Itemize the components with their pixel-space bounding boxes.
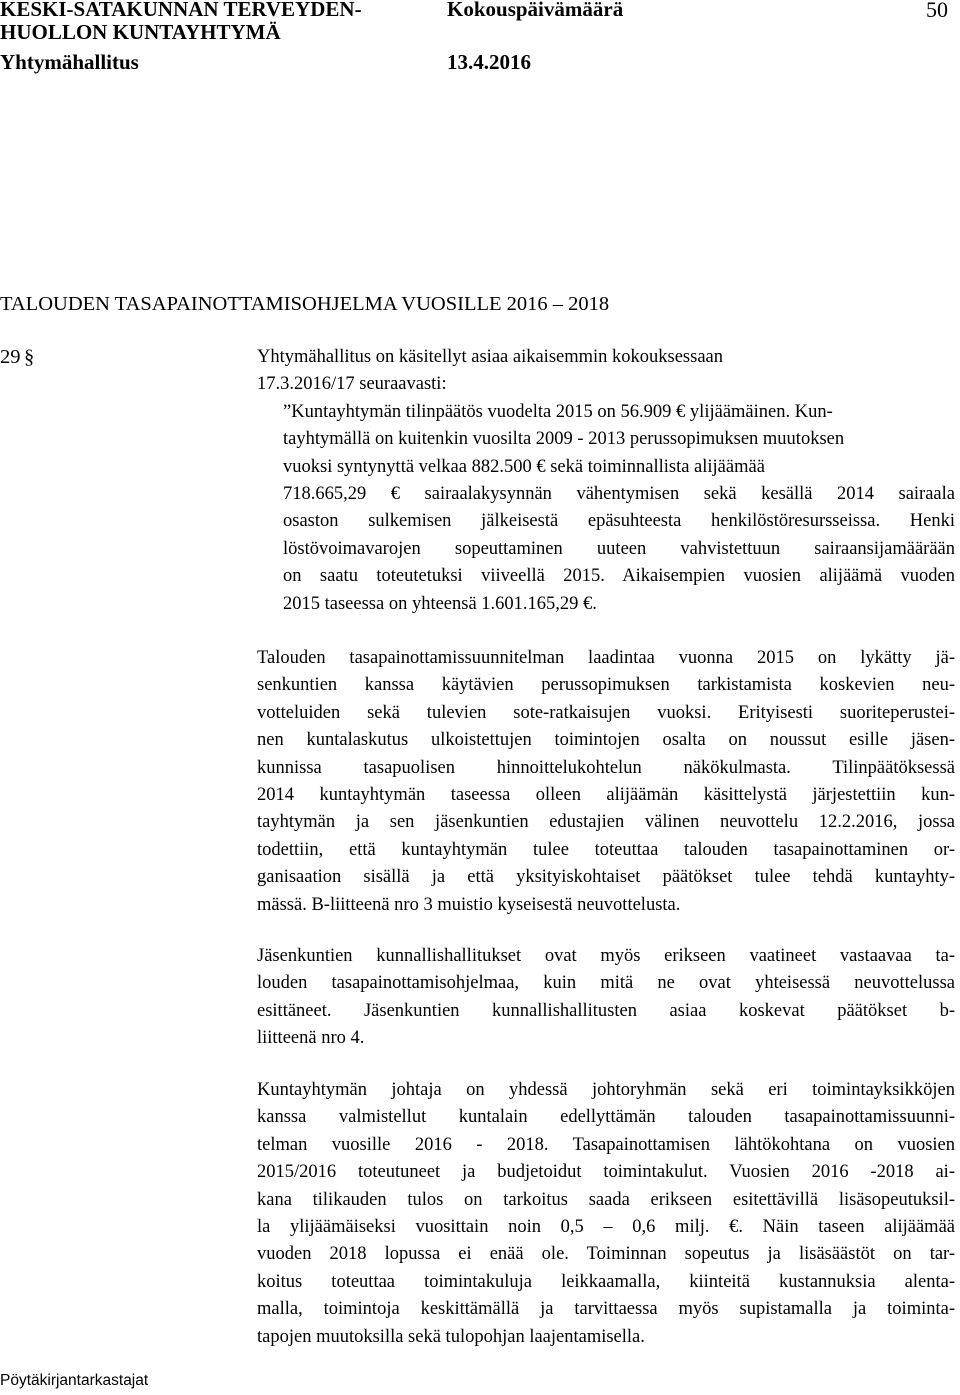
paragraph-line: Talouden tasapainottamissuunnitelman laadintaa vuonna 2015 on lykätty jä-: [257, 648, 955, 668]
body-paragraph: [257, 1077, 955, 1351]
minutes-checkers-label: Pöytäkirjantarkastajat: [0, 1372, 149, 1389]
paragraph-line: louden tasapainottamisohjelmaa, kuin mitä ne ovat yhteisessä neuvottelussa: [257, 973, 955, 994]
intro-line: Yhtymähallitus on käsitellyt asiaa aikaisemmin kokouksessaan: [257, 347, 724, 367]
body-paragraph: [257, 645, 955, 919]
intro-line: osaston sulkemisen jälkeisestä epäsuhteesta henkilöstöresursseissa. Henki: [283, 511, 955, 532]
organization-name-line2: HUOLLON KUNTAYHTYMÄ: [0, 20, 281, 44]
paragraph-line: kanssa valmistellut kuntalain edellyttämän talouden tasapainottamissuunni-: [257, 1107, 955, 1128]
intro-line: 2015 taseessa on yhteensä 1.601.165,29 €.: [283, 593, 597, 614]
paragraph-line: 2015/2016 toteutuneet ja budjetoidut toimintakulut. Vuosien 2016 -2018 ai-: [257, 1162, 955, 1183]
paragraph-line: Kuntayhtymän johtaja on yhdessä johtoryhmän sekä eri toimintayksikköjen: [257, 1080, 955, 1100]
paragraph-line: malla, toimintoja keskittämällä ja tarvittaessa myös supistamalla ja toiminta-: [257, 1299, 955, 1320]
paragraph-line: telman vuosille 2016 - 2018. Tasapainottamisen lähtökohtana on vuosien: [257, 1134, 955, 1155]
body-paragraph: [257, 943, 955, 1053]
intro-line: ”Kuntayhtymän tilinpäätös vuodelta 2015 on 56.909 € ylijäämäinen. Kun-: [283, 401, 833, 422]
paragraph-line: esittäneet. Jäsenkuntien kunnallishallitusten asiaa koskevat päätökset b-: [257, 1000, 955, 1021]
paragraph-line: ganisaation sisällä ja että yksityiskohtaiset päätökset tulee tehdä kuntayhty-: [257, 867, 955, 888]
meeting-date-value: 13.4.2016: [447, 50, 531, 74]
intro-line: löstövoimavarojen sopeuttaminen uuteen vahvistettuun sairaansijamäärään: [283, 538, 955, 559]
document-title: TALOUDEN TASAPAINOTTAMISOHJELMA VUOSILLE 2016 – 2018: [0, 293, 610, 315]
section-sign-icon: §: [24, 346, 35, 368]
intro-line: vuoksi syntynyttä velkaa 882.500 € sekä toiminnallista alijäämää: [283, 456, 765, 477]
agenda-item-number: 29: [0, 346, 21, 368]
paragraph-line: todettiin, että kuntayhtymän tulee toteuttaa talouden tasapainottaminen or-: [257, 839, 955, 860]
page-number: 50: [926, 0, 948, 22]
intro-line: 17.3.2016/17 seuraavasti:: [257, 374, 447, 395]
paragraph-line: liitteenä nro 4.: [257, 1028, 365, 1049]
governing-body-name: Yhtymähallitus: [0, 50, 139, 74]
paragraph-line: votteluiden sekä tulevien sote-ratkaisujen vuoksi. Erityisesti suoriteperustei-: [257, 702, 955, 723]
paragraph-line: Jäsenkuntien kunnallishallitukset ovat myös erikseen vaatineet vastaavaa ta-: [257, 946, 955, 966]
paragraph-line: senkuntien kanssa käytävien perussopimuksen tarkistamista koskevien neu-: [257, 675, 955, 696]
paragraph-line: 2014 kuntayhtymän taseessa olleen alijäämän käsittelystä järjestettiin kun-: [257, 784, 955, 805]
meeting-date-label: Kokouspäivämäärä: [447, 0, 624, 21]
paragraph-line: mässä. B-liitteenä nro 3 muistio kyseisestä neuvottelusta.: [257, 894, 681, 915]
paragraph-line: la ylijäämäiseksi vuosittain noin 0,5 – 0,6 milj. €. Näin taseen alijäämää: [257, 1216, 955, 1237]
organization-name-line1: KESKI-SATAKUNNAN TERVEYDEN-: [0, 0, 362, 21]
paragraph-line: vuoden 2018 lopussa ei enää ole. Toiminnan sopeutus ja lisäsäästöt on tar-: [257, 1244, 955, 1265]
paragraph-line: koitus toteuttaa toimintakuluja leikkaamalla, kiinteitä kustannuksia alenta-: [257, 1271, 955, 1292]
paragraph-line: tayhtymän ja sen jäsenkuntien edustajien välinen neuvottelu 12.2.2016, jossa: [257, 812, 955, 833]
paragraph-line: nen kuntalaskutus ulkoistettujen toimintojen osalta on noussut esille jäsen-: [257, 730, 955, 751]
intro-line: on saatu toteutetuksi viiveellä 2015. Aikaisempien vuosien alijäämä vuoden: [283, 566, 955, 587]
intro-paragraph: [257, 344, 955, 618]
paragraph-line: tapojen muutoksilla sekä tulopohjan laajentamisella.: [257, 1326, 645, 1347]
intro-line: 718.665,29 € sairaalakysynnän vähentymisen sekä kesällä 2014 sairaala: [283, 483, 955, 504]
intro-line: tayhtymällä on kuitenkin vuosilta 2009 - 2013 perussopimuksen muutoksen: [283, 429, 845, 450]
paragraph-line: kana tilikauden tulos on tarkoitus saada erikseen esitettävillä lisäsopeutuksil-: [257, 1189, 955, 1210]
paragraph-line: kunnissa tasapuolisen hinnoittelukohtelun näkökulmasta. Tilinpäätöksessä: [257, 757, 955, 778]
